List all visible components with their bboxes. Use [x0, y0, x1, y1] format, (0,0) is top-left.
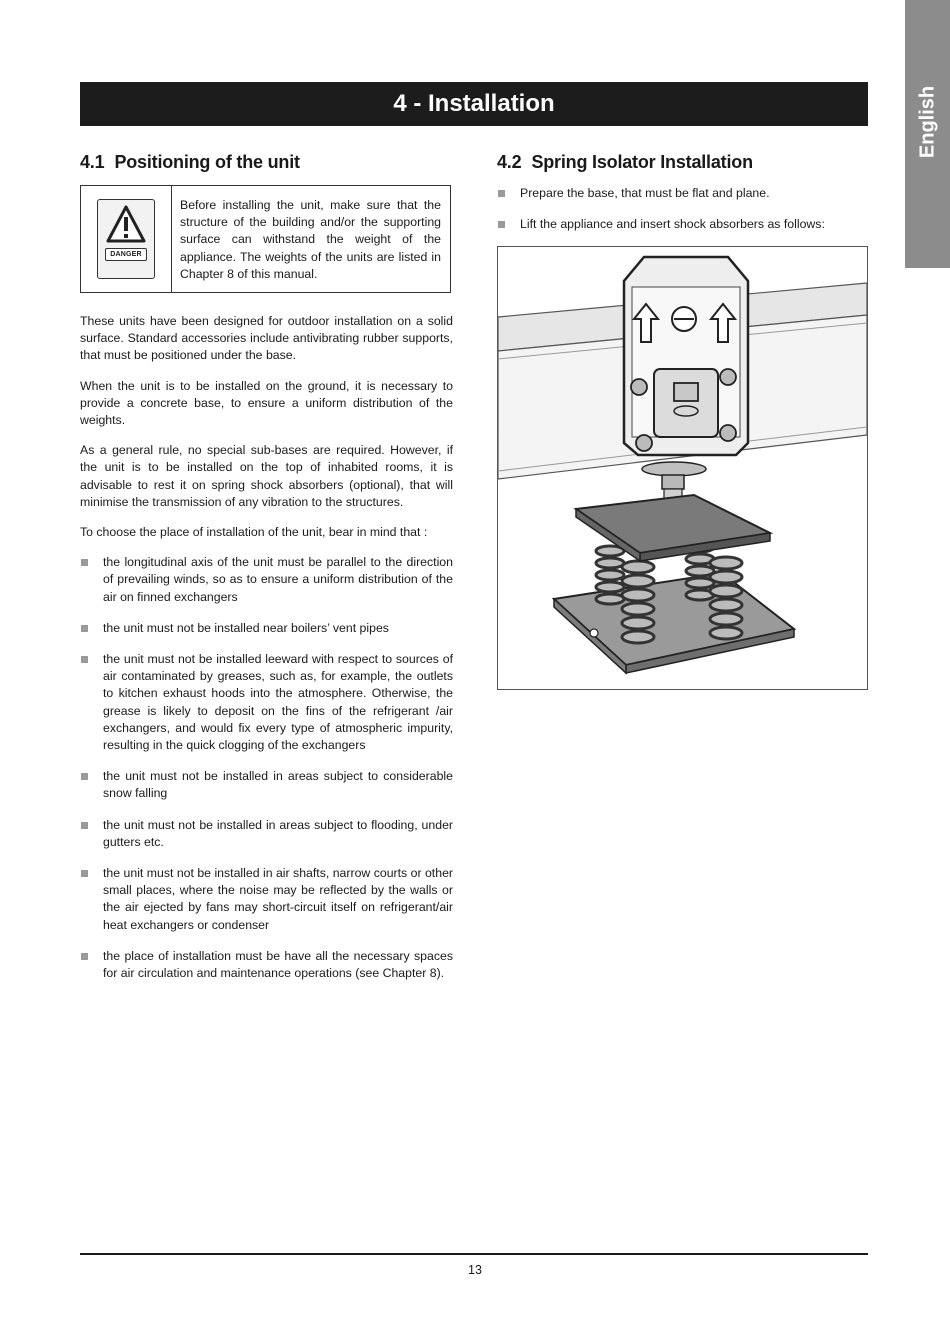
paragraph: These units have been designed for outdoor installation on a solid surface. Standard accessories include antivibrating rubber supports, that must be positioned under the base.: [80, 314, 453, 363]
bullet-square-icon: [81, 656, 88, 663]
placement-rules-list: [80, 554, 453, 982]
page-number: 13: [468, 1263, 482, 1277]
spring-isolator-illustration: [498, 247, 867, 689]
isolator-steps-list: [497, 185, 868, 233]
spring-isolator-figure: [497, 246, 868, 690]
danger-icon-cell: [81, 186, 172, 292]
danger-text: Before installing the unit, make sure that the structure of the building and/or the supporting surface can withstand the weight of the appliance. The weights of the units are listed in Chapter 8 of this manual.: [180, 198, 441, 281]
list-item: Lift the appliance and insert shock absorbers as follows:: [497, 216, 868, 233]
footer-rule: [80, 1253, 868, 1255]
warning-triangle-icon: [106, 204, 146, 244]
list-item: the longitudinal axis of the unit must be parallel to the direction of prevailing winds, so as to ensure a uniform distribution of the air on finned exchangers: [80, 554, 453, 606]
list-item: Prepare the base, that must be flat and plane.: [497, 185, 868, 202]
paragraph: When the unit is to be installed on the ground, it is necessary to provide a concrete base, to ensure a uniform distribution of the weights.: [80, 378, 453, 428]
list-item: the unit must not be installed leeward with respect to sources of air contaminated by greases, such as, for example, the outlets to kitchen exhaust hoods into the atmosphere. Otherwise, the grease is likely to deposit on the fins of the refrigerant /air exchangers, and would fix every type of atmospheric impurity, resulting in the quick clogging of the exchangers: [80, 651, 453, 754]
right-column: [497, 150, 868, 233]
section-heading-4-2: 4.2 Spring Isolator Installation: [497, 152, 753, 172]
bullet-square-icon: [81, 559, 88, 566]
language-side-tab: [905, 0, 950, 268]
bullet-square-icon: [81, 953, 88, 960]
list-item: the unit must not be installed in areas subject to considerable snow falling: [80, 768, 453, 802]
bullet-square-icon: [81, 822, 88, 829]
paragraph: As a general rule, no special sub-bases are required. However, if the unit is to be installed on the top of inhabited rooms, it is advisable to rest it on spring shock absorbers (optional), that will minimise the transmission of any vibration to the structures.: [80, 443, 453, 509]
section-heading-4-1: 4.1 Positioning of the unit: [80, 152, 300, 172]
list-item: the unit must not be installed near boilers’ vent pipes: [80, 620, 453, 637]
danger-sign: [97, 199, 155, 279]
list-item: the place of installation must be have all the necessary spaces for air circulation and maintenance operations (see Chapter 8).: [80, 948, 453, 982]
bullet-square-icon: [498, 190, 505, 197]
danger-notice-box: [80, 185, 451, 293]
list-item: the unit must not be installed in areas subject to flooding, under gutters etc.: [80, 817, 453, 851]
chapter-title-bar: 4 - Installation: [80, 82, 868, 126]
bullet-square-icon: [498, 221, 505, 228]
left-column: [80, 150, 453, 982]
paragraph: To choose the place of installation of the unit, bear in mind that :: [80, 525, 428, 540]
danger-label: DANGER: [105, 248, 147, 261]
bullet-square-icon: [81, 773, 88, 780]
bullet-square-icon: [81, 870, 88, 877]
list-item: the unit must not be installed in air shafts, narrow courts or other small places, where the noise may be reflected by the walls or the air ejected by fans may short-circuit itself on refrigerant/air heat exchangers or condenser: [80, 865, 453, 934]
language-label: English: [916, 85, 938, 159]
bullet-square-icon: [81, 625, 88, 632]
